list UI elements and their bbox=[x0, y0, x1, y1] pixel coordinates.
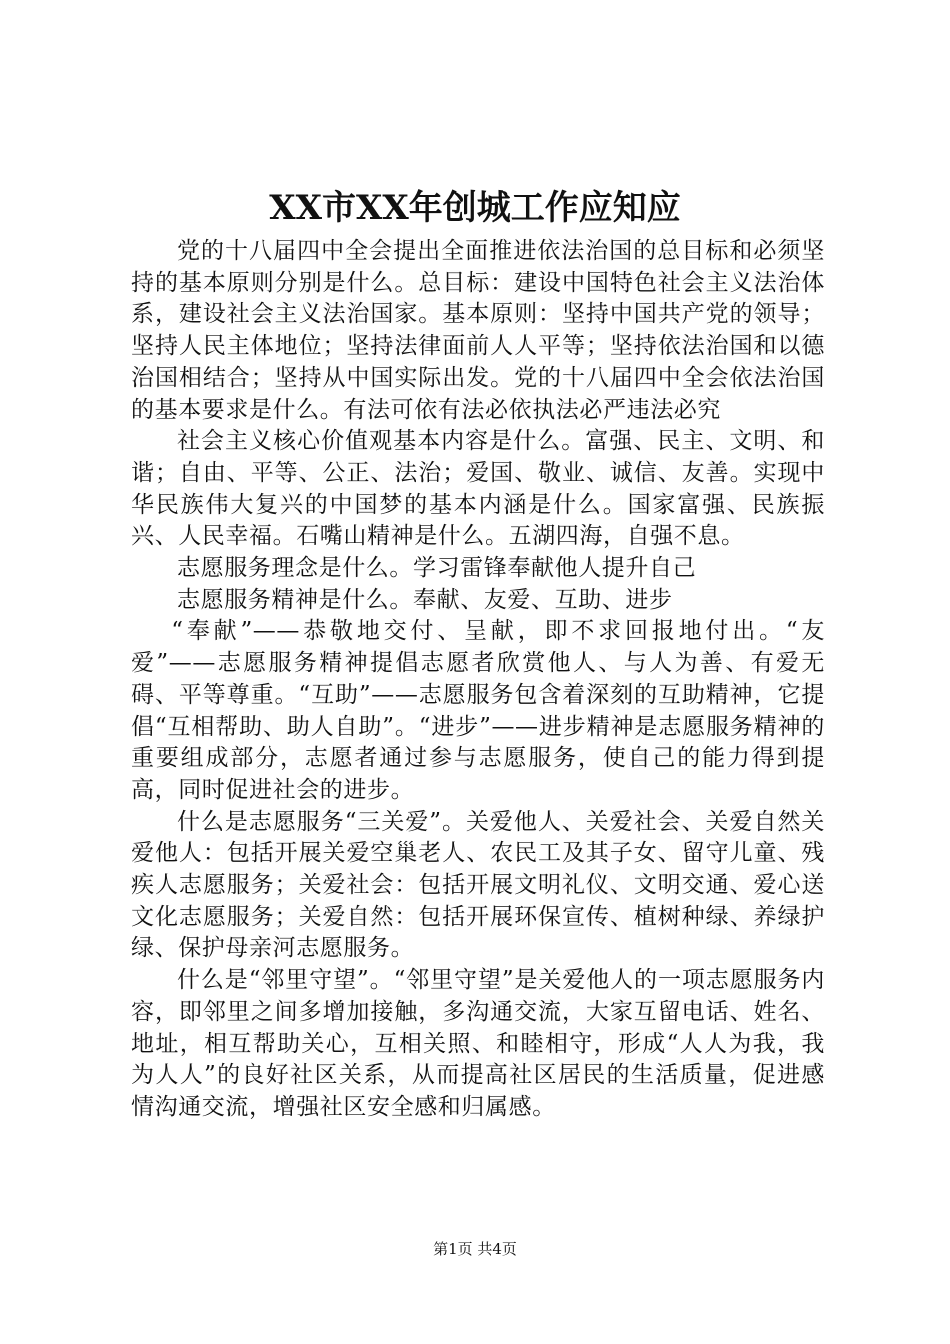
page-footer: 第1页 共4页 bbox=[433, 1240, 517, 1258]
paragraph-three-cares: 什么是志愿服务“三关爱”。关爱他人、关爱社会、关爱自然关爱他人：包括开展关爱空巢老人、农民工及其子女、留守儿童、残疾人志愿服务；关爱社会：包括开展文明礼仪、文明交通、爱心送文化志愿服务；关爱自然：包括开展环保宣传、植树种绿、养绿护绿、保护母亲河志愿服务。 bbox=[131, 808, 825, 962]
paragraph-core-values: 社会主义核心价值观基本内容是什么。富强、民主、文明、和谐；自由、平等、公正、法治；爱国、敬业、诚信、友善。实现中华民族伟大复兴的中国梦的基本内涵是什么。国家富强、民族振兴、人民幸福。石嘴山精神是什么。五湖四海，自强不息。 bbox=[131, 428, 825, 550]
paragraph-volunteer-concept: 志愿服务理念是什么。学习雷锋奉献他人提升自己 bbox=[177, 555, 697, 582]
document-body bbox=[131, 236, 825, 1124]
paragraph-rule-of-law: 党的十八届四中全会提出全面推进依法治国的总目标和必须坚持的基本原则分别是什么。总目标：建设中国特色社会主义法治体系，建设社会主义法治国家。基本原则：坚持中国共产党的领导；坚持人民主体地位；坚持法律面前人人平等；坚持依法治国和以德治国相结合；坚持从中国实际出发。党的十八届四中全会依法治国的基本要求是什么。有法可依有法必依执法必严违法必究 bbox=[131, 238, 825, 423]
paragraph-neighborhood-watch: 什么是“邻里守望”。“邻里守望”是关爱他人的一项志愿服务内容，即邻里之间多增加接触，多沟通交流，大家互留电话、姓名、地址，相互帮助关心，互相关照、和睦相守，形成“人人为我，我为人人”的良好社区关系，从而提高社区居民的生活质量，促进感情沟通交流，增强社区安全感和归属感。 bbox=[131, 967, 825, 1120]
paragraph-spirit-explained: “奉献”——恭敬地交付、呈献，即不求回报地付出。“友爱”——志愿服务精神提倡志愿者欣赏他人、与人为善、有爱无碍、平等尊重。“互助”——志愿服务包含着深刻的互助精神，它提倡“互相帮助、助人自助”。“进步”——进步精神是志愿服务精神的重要组成部分，志愿者通过参与志愿服务，使自己的能力得到提高，同时促进社会的进步。 bbox=[131, 618, 825, 803]
document-title: XX市XX年创城工作应知应 bbox=[269, 188, 681, 228]
paragraph-volunteer-spirit: 志愿服务精神是什么。奉献、友爱、互助、进步 bbox=[177, 586, 673, 613]
